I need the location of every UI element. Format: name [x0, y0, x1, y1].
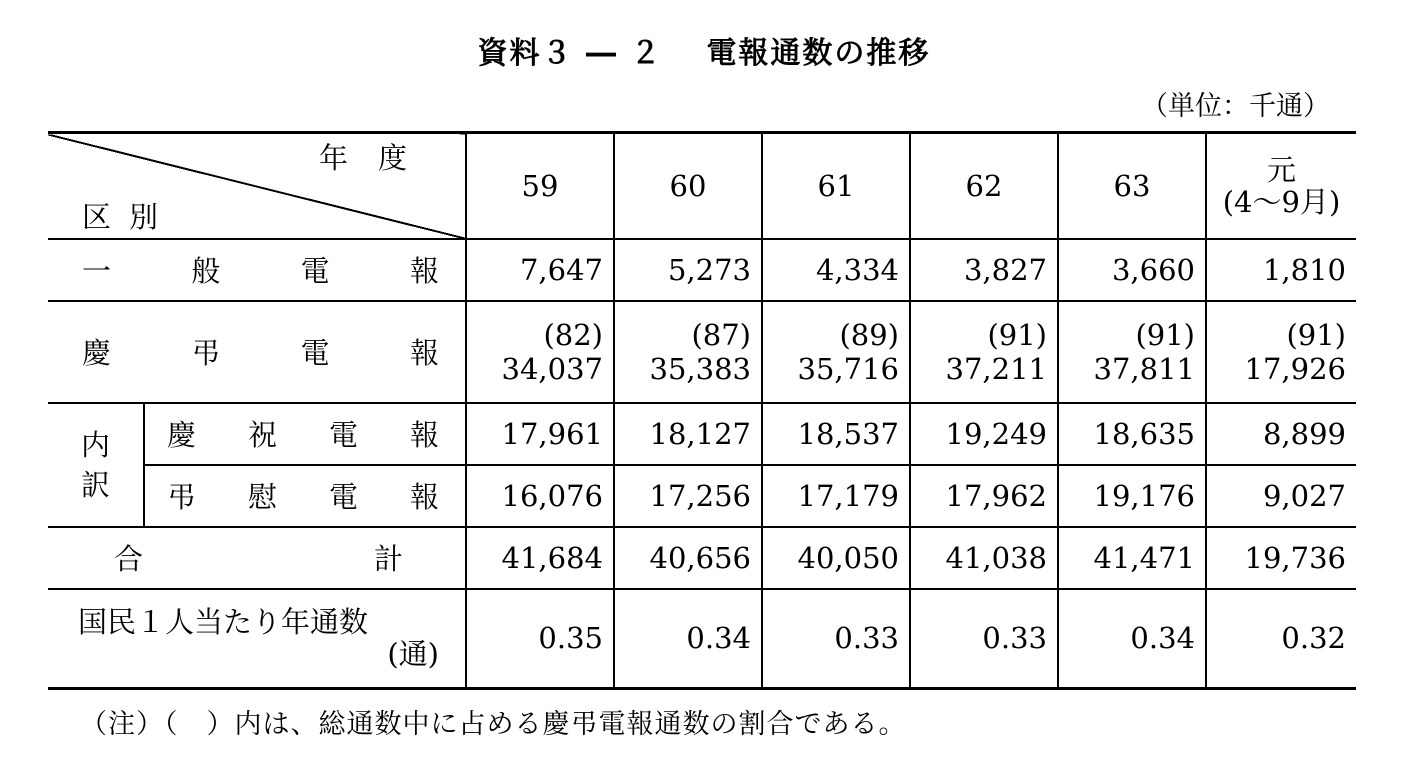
table-cell: 0.34: [1058, 589, 1206, 689]
table-cell: 0.35: [466, 589, 614, 689]
year-header: 63: [1058, 133, 1206, 239]
page-title: [0, 28, 1408, 72]
percent-value: (91): [987, 317, 1047, 352]
table-cell: 17,962: [910, 465, 1058, 527]
table-cell: 0.33: [910, 589, 1058, 689]
title-number: 資料３ ― ２: [477, 36, 663, 71]
table-cell: 3,660: [1058, 239, 1206, 301]
table-row: [48, 239, 1356, 301]
gannen-label: 元: [1266, 152, 1296, 187]
table-row: [48, 403, 1356, 465]
gannen-period: (4～9月): [1222, 184, 1341, 219]
table-cell: 17,179: [762, 465, 910, 527]
table-cell: 19,249: [910, 403, 1058, 465]
count-value: 35,716: [797, 351, 899, 386]
table-cell: 7,647: [466, 239, 614, 301]
corner-category-label: 区別: [82, 199, 177, 234]
table-cell: [910, 301, 1058, 403]
table-cell: 40,050: [762, 527, 910, 589]
table-row: [48, 527, 1356, 589]
year-header: 62: [910, 133, 1058, 239]
table-cell: 16,076: [466, 465, 614, 527]
percent-value: (91): [1135, 317, 1195, 352]
percent-value: (89): [839, 317, 899, 352]
percent-value: (82): [543, 317, 603, 352]
row-label-ippan: 一 般 電 報: [48, 239, 466, 301]
row-label-keishuku: 慶 祝 電 報: [144, 403, 466, 465]
table-cell: [614, 301, 762, 403]
per-capita-unit: (通): [387, 637, 439, 672]
year-header: 60: [614, 133, 762, 239]
table-row: [48, 465, 1356, 527]
count-value: 17,926: [1244, 351, 1346, 386]
year-header: 61: [762, 133, 910, 239]
table-cell: [1206, 301, 1356, 403]
table-cell: [1058, 301, 1206, 403]
table-cell: 5,273: [614, 239, 762, 301]
table-cell: 41,038: [910, 527, 1058, 589]
table-cell: 0.34: [614, 589, 762, 689]
table-cell: 0.32: [1206, 589, 1356, 689]
table-cell: 17,256: [614, 465, 762, 527]
row-label-per-capita: [48, 589, 466, 689]
footnote: （注）（ ）内は、総通数中に占める慶弔電報通数の割合である。: [80, 709, 907, 740]
percent-value: (87): [691, 317, 751, 352]
row-label-keichou: 慶 弔 電 報: [48, 301, 466, 403]
table-cell: 3,827: [910, 239, 1058, 301]
unit-label: （単位：千通）: [1141, 91, 1330, 122]
table-cell: 8,899: [1206, 403, 1356, 465]
table-cell: 9,027: [1206, 465, 1356, 527]
row-label-total: 合 計: [48, 527, 466, 589]
row-label-choui: 弔 慰 電 報: [144, 465, 466, 527]
table-cell: 41,471: [1058, 527, 1206, 589]
table-cell: 4,334: [762, 239, 910, 301]
table-cell: 19,736: [1206, 527, 1356, 589]
table-row: [48, 301, 1356, 403]
header-row: [48, 133, 1356, 239]
table-row: [48, 589, 1356, 689]
corner-year-label: 年度: [318, 141, 437, 175]
table-cell: 19,176: [1058, 465, 1206, 527]
per-capita-label: 国民１人当たり年通数: [78, 605, 369, 640]
table-cell: 1,810: [1206, 239, 1356, 301]
table-cell: 41,684: [466, 527, 614, 589]
year-header: 59: [466, 133, 614, 239]
table-cell: 18,635: [1058, 403, 1206, 465]
table-cell: [466, 301, 614, 403]
table-cell: 17,961: [466, 403, 614, 465]
table-cell: 0.33: [762, 589, 910, 689]
year-header-gannen: [1206, 133, 1356, 239]
title-text: 電報通数の推移: [706, 36, 931, 71]
percent-value: (91): [1286, 317, 1346, 352]
table-cell: 18,537: [762, 403, 910, 465]
telegram-table: [48, 131, 1356, 690]
row-label-uchiwake: 内 訳: [48, 403, 144, 527]
count-value: 35,383: [649, 351, 751, 386]
table-cell: [762, 301, 910, 403]
count-value: 37,811: [1093, 351, 1195, 386]
table-cell: 40,656: [614, 527, 762, 589]
table-cell: 18,127: [614, 403, 762, 465]
count-value: 34,037: [501, 351, 603, 386]
count-value: 37,211: [945, 351, 1047, 386]
corner-header: [48, 133, 466, 239]
